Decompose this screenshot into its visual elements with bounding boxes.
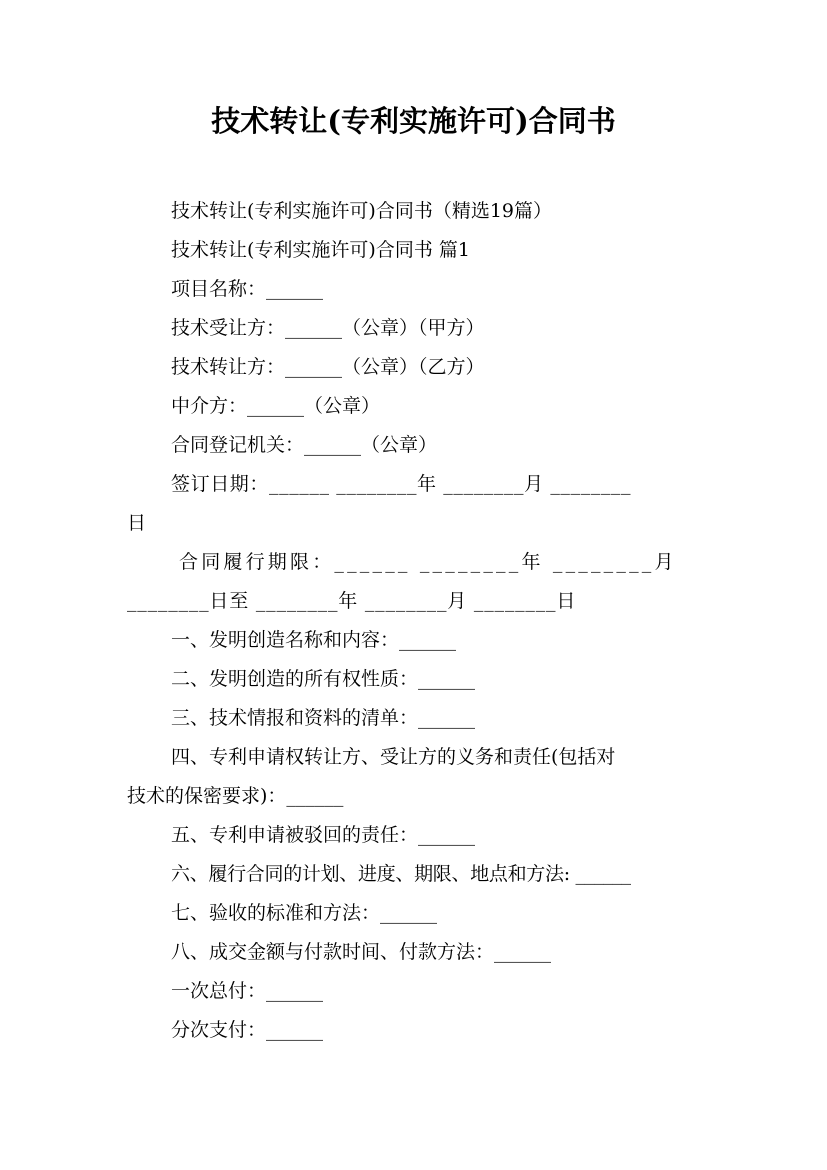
line-installments: 分次支付：______ [171,1019,324,1041]
line-item-2: 二、发明创造的所有权性质：______ [171,668,476,690]
line-item-4-cont: 技术的保密要求)：______ [127,785,344,807]
line-project-name: 项目名称：______ [171,278,324,300]
line-signing-date-cont: 日 [127,512,147,534]
line-item-8: 八、成交金额与付款时间、付款方法：______ [171,941,552,963]
line-performance-period-cont: ________日至 ________年 ________月 ________日 [127,590,577,612]
line-intermediary: 中介方：______（公章） [171,395,381,417]
line-item-7: 七、验收的标准和方法：______ [171,902,438,924]
line-item-5: 五、专利申请被驳回的责任：______ [171,824,476,846]
line-item-4: 四、专利申请权转让方、受让方的义务和责任(包括对 [171,746,616,768]
line-transferee: 技术受让方：______（公章）（甲方） [171,317,485,339]
line-transferor: 技术转让方：______（公章）（乙方） [171,356,485,378]
line-performance-period: 合同履行期限：______ ________年 ________月 [179,551,677,573]
document-body [127,192,703,1050]
line-item-6: 六、履行合同的计划、进度、期限、地点和方法: ______ [171,863,631,885]
line-item-1: 一、发明创造名称和内容：______ [171,629,457,651]
document-title: 技术转让(专利实施许可)合同书 [211,104,616,138]
line-subtitle: 技术转让(专利实施许可)合同书（精选19篇） [171,200,553,222]
line-registration-authority: 合同登记机关：______（公章） [171,434,438,456]
line-item-3: 三、技术情报和资料的清单：______ [171,707,476,729]
line-lump-sum: 一次总付：______ [171,980,324,1002]
line-section-heading: 技术转让(专利实施许可)合同书 篇1 [171,239,470,261]
line-signing-date: 签订日期：______ ________年 ________月 ________ [171,473,632,495]
